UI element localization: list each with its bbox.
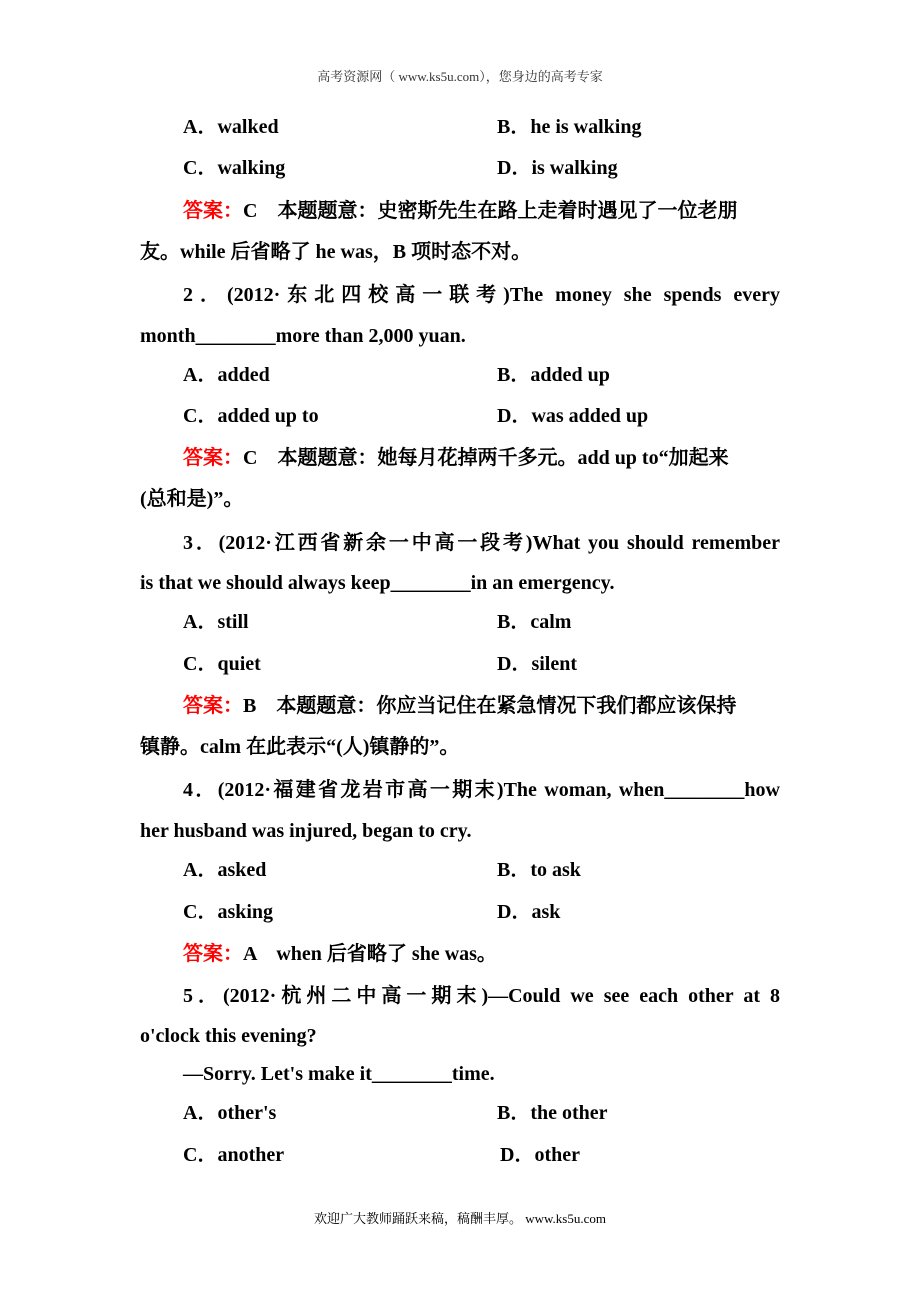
q3-option-a: A．still — [183, 611, 249, 633]
q3-answer-line2: 镇静。calm 在此表示“(人)镇静的”。 — [140, 736, 460, 758]
page-header: 高考资源网（ www.ks5u.com），您身边的高考专家 — [317, 69, 603, 84]
q4-stem-line1: 4．(2012·福建省龙岩市高一期末)The woman, when________how — [183, 779, 780, 801]
q2-option-b: B．added up — [497, 364, 610, 386]
q5-option-a: A．other's — [183, 1102, 277, 1124]
q1-answer-line1 — [183, 199, 737, 223]
q2-option-c: C．added up to — [183, 405, 319, 427]
q4-option-b: B．to ask — [497, 859, 581, 881]
q3-stem-line1: 3．(2012·江西省新余一中高一段考)What you should remember — [183, 532, 780, 554]
q5-option-c: C．another — [183, 1144, 285, 1166]
answer-text: A when 后省略了 she was。 — [243, 943, 497, 965]
q3-option-d: D．silent — [497, 653, 577, 675]
page-footer: 欢迎广大教师踊跃来稿，稿酬丰厚。 www.ks5u.com — [313, 1211, 606, 1226]
answer-text: C 本题题意：史密斯先生在路上走着时遇见了一位老朋 — [243, 200, 738, 222]
q4-option-a: A．asked — [183, 859, 267, 881]
q4-answer-line1 — [183, 942, 497, 966]
q1-option-b: B．he is walking — [497, 116, 642, 138]
q5-stem-line1: 5．(2012·杭州二中高一期末)—Could we see each other at 8 — [183, 985, 780, 1007]
q2-option-d: D．was added up — [497, 405, 649, 427]
answer-label: 答案： — [183, 200, 243, 222]
q1-option-a: A．walked — [183, 116, 279, 138]
q4-option-d: D．ask — [497, 901, 561, 923]
q3-option-c: C．quiet — [183, 653, 261, 675]
q3-answer-line1 — [183, 694, 736, 718]
q2-option-a: A．added — [183, 364, 270, 386]
answer-label: 答案： — [183, 447, 243, 469]
q1-option-c: C．walking — [183, 157, 286, 179]
answer-label: 答案： — [183, 695, 243, 717]
q5-option-b: B．the other — [497, 1102, 608, 1124]
q5-stem-line3: —Sorry. Let's make it________time. — [183, 1063, 495, 1085]
answer-text: B 本题题意：你应当记住在紧急情况下我们都应该保持 — [243, 695, 737, 717]
q1-answer-line2: 友。while 后省略了 he was，B 项时态不对。 — [140, 241, 532, 263]
q5-option-d: D．other — [500, 1144, 580, 1166]
q4-option-c: C．asking — [183, 901, 274, 923]
answer-text: C 本题题意：她每月花掉两千多元。add up to“加起来 — [243, 447, 729, 469]
q4-stem-line2: her husband was injured, began to cry. — [140, 820, 472, 842]
q1-option-d: D．is walking — [497, 157, 618, 179]
q3-option-b: B．calm — [497, 611, 572, 633]
q2-stem-line2: month________more than 2,000 yuan. — [140, 325, 466, 347]
q2-stem-line1: 2．(2012·东北四校高一联考)The money she spends every — [183, 284, 780, 306]
q3-stem-line2: is that we should always keep________in an emergency. — [140, 572, 615, 594]
answer-label: 答案： — [183, 943, 243, 965]
q5-stem-line2: o'clock this evening? — [140, 1025, 317, 1047]
q2-answer-line1 — [183, 446, 729, 470]
q2-answer-line2: (总和是)”。 — [140, 488, 244, 510]
